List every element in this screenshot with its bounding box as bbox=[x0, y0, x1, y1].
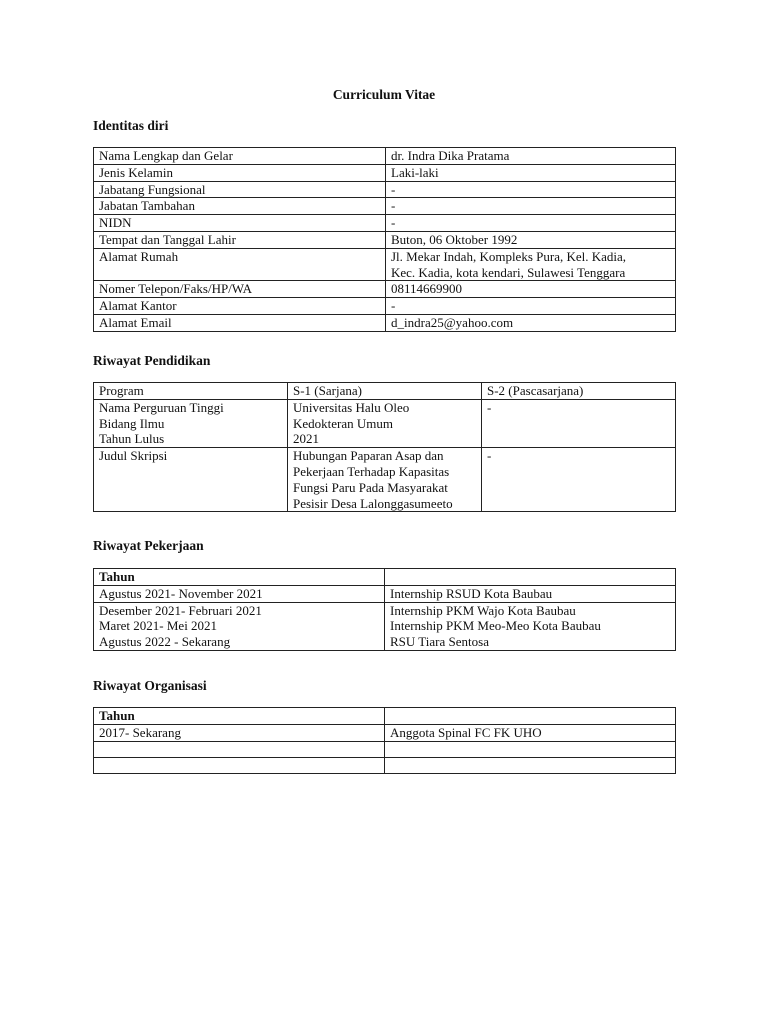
table-header-row bbox=[94, 708, 676, 725]
column-header: Tahun bbox=[94, 708, 385, 725]
s1-value bbox=[288, 448, 482, 512]
tahun-value: Agustus 2021- November 2021 bbox=[94, 585, 385, 602]
table-row bbox=[94, 281, 676, 298]
row-value bbox=[386, 248, 676, 281]
value-line: Internship PKM Wajo Kota Baubau bbox=[390, 602, 576, 618]
row-label: NIDN bbox=[94, 215, 386, 232]
empty-cell bbox=[385, 741, 676, 757]
row-value: dr. Indra Dika Pratama bbox=[386, 148, 676, 165]
value-line: Hubungan Paparan Asap dan bbox=[293, 448, 444, 464]
table-row bbox=[94, 181, 676, 198]
organisasi-table bbox=[93, 707, 676, 774]
column-header: S-2 (Pascasarjana) bbox=[482, 383, 676, 400]
table-row-empty bbox=[94, 757, 676, 773]
column-header: S-1 (Sarjana) bbox=[288, 383, 482, 400]
value-line: 2021 bbox=[293, 431, 319, 447]
table-header-row bbox=[94, 569, 676, 586]
row-value: - bbox=[386, 181, 676, 198]
label-line: Nama Perguruan Tinggi bbox=[99, 399, 224, 415]
table-row-empty bbox=[94, 741, 676, 757]
s2-value: - bbox=[482, 448, 676, 512]
row-label: Alamat Rumah bbox=[94, 248, 386, 281]
value-line: Pekerjaan Terhadap Kapasitas bbox=[293, 463, 450, 479]
table-row bbox=[94, 399, 676, 447]
row-value: Buton, 06 Oktober 1992 bbox=[386, 231, 676, 248]
row-value: Laki-laki bbox=[386, 164, 676, 181]
table-header-row bbox=[94, 383, 676, 400]
table-row bbox=[94, 448, 676, 512]
label-line: Tahun Lulus bbox=[99, 431, 165, 447]
section-heading-identitas: Identitas diri bbox=[93, 118, 169, 133]
row-value: d_indra25@yahoo.com bbox=[386, 314, 676, 331]
tahun-value bbox=[94, 602, 385, 650]
document-title: Curriculum Vitae bbox=[332, 87, 436, 102]
row-label: Alamat Email bbox=[94, 314, 386, 331]
row-value: 08114669900 bbox=[386, 281, 676, 298]
tahun-value: 2017- Sekarang bbox=[94, 724, 385, 741]
value-line: Agustus 2022 - Sekarang bbox=[99, 634, 231, 650]
table-row bbox=[94, 298, 676, 315]
value-line: Kedokteran Umum bbox=[293, 415, 394, 431]
row-label: Tempat dan Tanggal Lahir bbox=[94, 231, 386, 248]
label-line: Bidang Ilmu bbox=[99, 415, 165, 431]
value-line: Fungsi Paru Pada Masyarakat bbox=[293, 479, 448, 495]
s1-value bbox=[288, 399, 482, 447]
table-row bbox=[94, 231, 676, 248]
table-row bbox=[94, 148, 676, 165]
row-label: Jenis Kelamin bbox=[94, 164, 386, 181]
column-header: Tahun bbox=[94, 569, 385, 586]
value-line: RSU Tiara Sentosa bbox=[390, 634, 489, 650]
column-header: Program bbox=[94, 383, 288, 400]
address-line-2: Kec. Kadia, kota kendari, Sulawesi Tenggara bbox=[391, 264, 626, 280]
row-value: - bbox=[386, 298, 676, 315]
row-label: Nama Lengkap dan Gelar bbox=[94, 148, 386, 165]
column-header-empty bbox=[385, 708, 676, 725]
table-row bbox=[94, 215, 676, 232]
tempat-value bbox=[385, 602, 676, 650]
table-row bbox=[94, 248, 676, 281]
organisasi-value: Anggota Spinal FC FK UHO bbox=[385, 724, 676, 741]
empty-cell bbox=[94, 741, 385, 757]
table-row bbox=[94, 164, 676, 181]
value-line: Internship PKM Meo-Meo Kota Baubau bbox=[390, 618, 601, 634]
table-row bbox=[94, 724, 676, 741]
value-line: Desember 2021- Februari 2021 bbox=[99, 602, 262, 618]
section-heading-pekerjaan: Riwayat Pekerjaan bbox=[93, 538, 204, 553]
empty-cell bbox=[94, 757, 385, 773]
s2-value: - bbox=[482, 399, 676, 447]
row-label bbox=[94, 399, 288, 447]
section-heading-pendidikan: Riwayat Pendidikan bbox=[93, 353, 211, 368]
identitas-table bbox=[93, 147, 676, 332]
address-line-1: Jl. Mekar Indah, Kompleks Pura, Kel. Kadia, bbox=[391, 248, 627, 264]
tempat-value: Internship RSUD Kota Baubau bbox=[385, 585, 676, 602]
column-header-empty bbox=[385, 569, 676, 586]
table-row bbox=[94, 585, 676, 602]
row-label: Jabatang Fungsional bbox=[94, 181, 386, 198]
empty-cell bbox=[385, 757, 676, 773]
value-line: Universitas Halu Oleo bbox=[293, 399, 410, 415]
table-row bbox=[94, 314, 676, 331]
pendidikan-table bbox=[93, 382, 676, 512]
row-label: Judul Skripsi bbox=[94, 448, 288, 512]
value-line: Maret 2021- Mei 2021 bbox=[99, 618, 218, 634]
row-label: Nomer Telepon/Faks/HP/WA bbox=[94, 281, 386, 298]
pekerjaan-table bbox=[93, 568, 676, 651]
value-line: Pesisir Desa Lalonggasumeeto bbox=[293, 495, 453, 511]
section-heading-organisasi: Riwayat Organisasi bbox=[93, 678, 207, 693]
row-label: Alamat Kantor bbox=[94, 298, 386, 315]
row-label: Jabatan Tambahan bbox=[94, 198, 386, 215]
row-value: - bbox=[386, 198, 676, 215]
row-value: - bbox=[386, 215, 676, 232]
table-row bbox=[94, 602, 676, 650]
table-row bbox=[94, 198, 676, 215]
